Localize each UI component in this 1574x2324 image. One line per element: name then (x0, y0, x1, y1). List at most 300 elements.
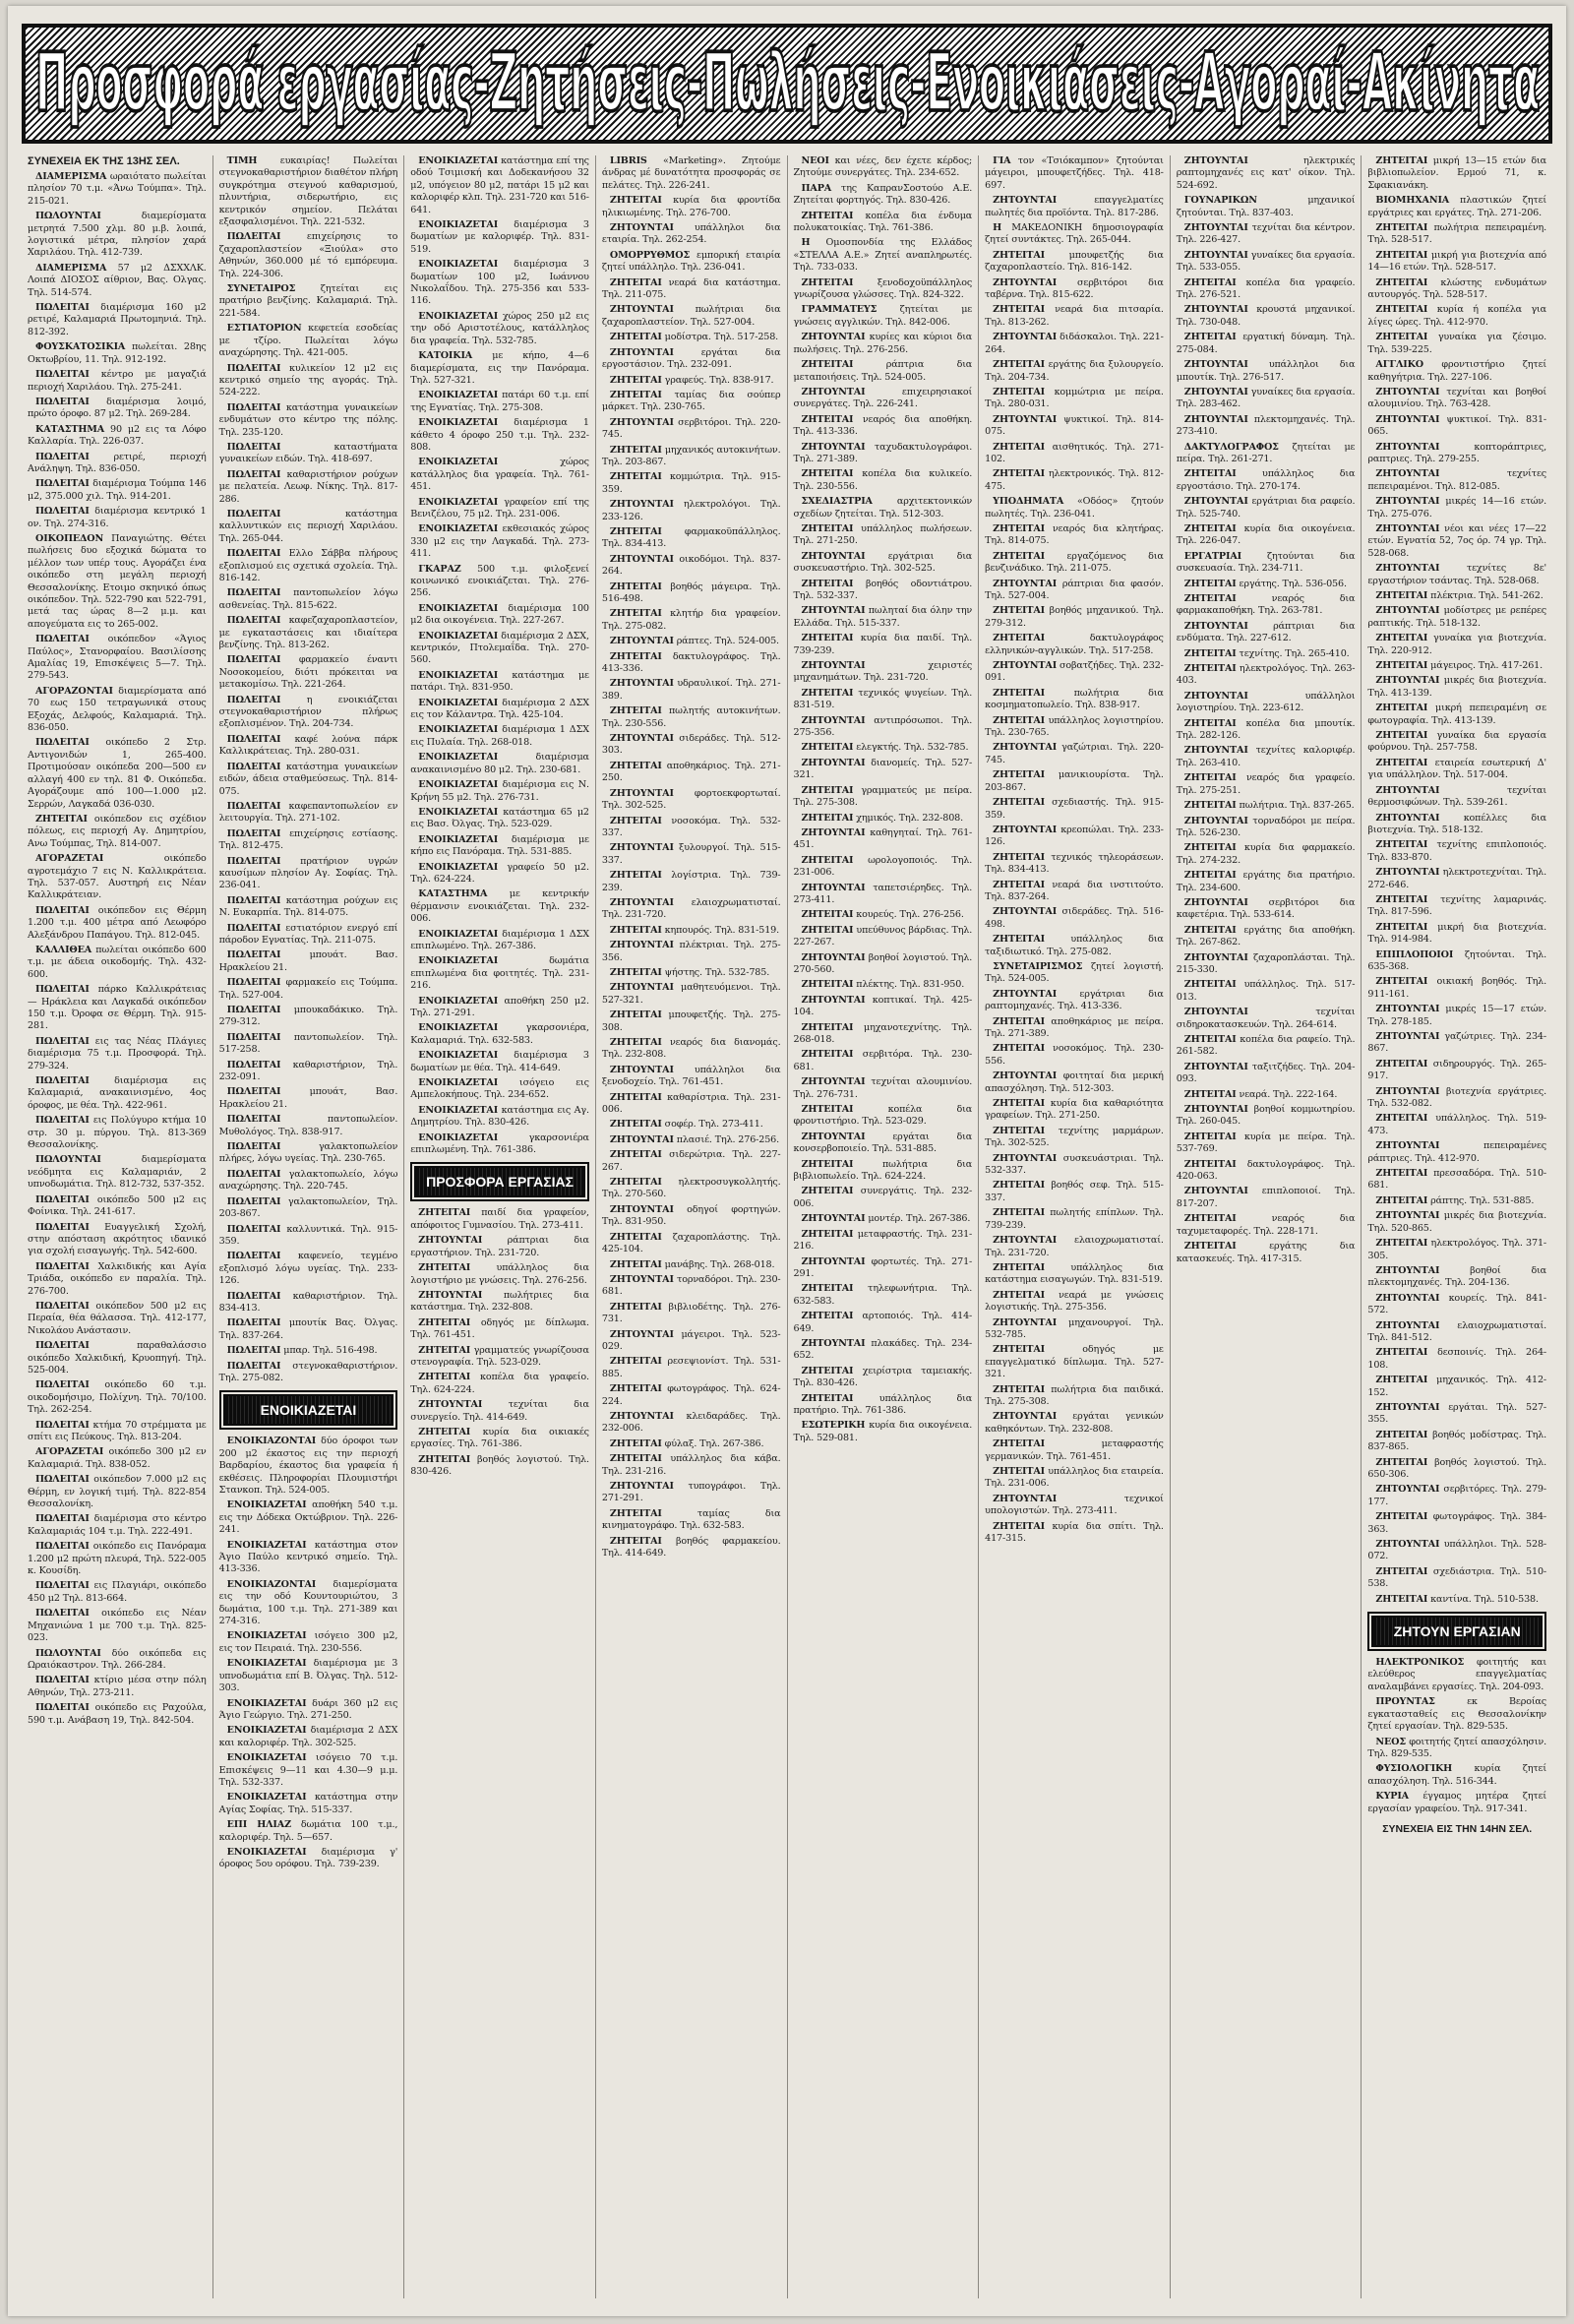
ad-keyword: ΖΗΤΕΙΤΑΙ (418, 1426, 471, 1437)
ad-keyword: ΖΗΤΕΙΤΑΙ (801, 1049, 854, 1061)
ad-text: διαμέρισμα με 3 υπνοδωμάτια επί Β. Όλγας. Τηλ. 512-303. (218, 1658, 398, 1694)
ad-keyword: ΕΝΟΙΚΙΑΖΕΤΑΙ (418, 928, 499, 940)
ad-keyword: ΖΗΤΕΙΤΑΙ (609, 525, 662, 537)
classified-ad (1367, 414, 1546, 439)
classified-ad (219, 1499, 398, 1536)
ad-text: και νέες, δεν έχετε κέρδος; Ζητούμε συνεργάτες. Τηλ. 234-652. (793, 155, 973, 179)
ad-keyword: ΠΩΛΕΙΤΑΙ (35, 1419, 90, 1431)
ad-keyword: ΖΗΤΟΥΝΤΑΙ (801, 332, 866, 343)
classified-ad (1367, 523, 1546, 560)
classified-ad (985, 523, 1164, 548)
classified-ad (602, 499, 781, 523)
classified-ad (794, 925, 973, 949)
ad-keyword: ΖΗΤΟΥΝΤΑΙ (801, 994, 866, 1006)
ad-text: χειριστές μηχανημάτων. Τηλ. 231-720. (793, 660, 973, 684)
ad-keyword: ΖΗΤΕΙΤΑΙ (1375, 633, 1428, 644)
classified-ad (985, 1153, 1164, 1178)
ad-text: κτίριο μέσα στην πόλη Αθηνών, Τηλ. 273-211. (28, 1675, 207, 1698)
ad-keyword: ΕΝΟΙΚΙΑΖΕΤΑΙ (418, 390, 499, 401)
ad-keyword: ΖΗΤΕΙΤΑΙ (993, 522, 1046, 534)
ad-text: φύλαξ. Τηλ. 267-386. (664, 1437, 764, 1449)
ad-keyword: ΖΗΤΕΙΤΑΙ (609, 1301, 662, 1313)
classified-ad (1177, 195, 1356, 219)
ad-text: σερβιτόροι. Τηλ. 220-745. (601, 416, 781, 441)
ad-keyword: ΠΩΛΕΙΤΑΙ (226, 1345, 281, 1357)
classified-ad (28, 1036, 207, 1072)
ad-text: διαμέρισμα 1 κάθετο 4 όροφο 250 τ.μ. Τηλ. 232-808. (410, 417, 589, 453)
ad-keyword: ΦΟΥΣΚΑΤΟΣΙΚΙΑ (35, 341, 126, 353)
classified-ad (410, 350, 589, 387)
ad-keyword: ΖΗΤΕΙΤΑΙ (1375, 1168, 1428, 1180)
classified-columns (22, 155, 1552, 2298)
ad-keyword: ΠΩΛΕΙΤΑΙ (226, 894, 281, 906)
ad-text: τορναδόροι. Τηλ. 230-681. (601, 1273, 781, 1298)
classified-ad (985, 961, 1164, 986)
ad-text: ταμίας δια σούπερ μάρκετ. Τηλ. 230-765. (601, 389, 781, 413)
ad-text: γαλακτοπωλείο, λόγω αναχώρησης. Τηλ. 220-745. (218, 1168, 398, 1193)
ad-text: πωλήτρια πεπειραμένη. Τηλ. 528-517. (1367, 222, 1547, 246)
ad-keyword: ΕΝΟΙΚΙΑΖΕΤΑΙ (418, 955, 499, 967)
column-1 (22, 155, 213, 2298)
ad-text: μπαρ. Τηλ. 516-498. (283, 1345, 378, 1357)
classified-ad (1367, 703, 1546, 727)
ad-keyword: ΖΗΤΟΥΝΤΑΙ (993, 1070, 1058, 1082)
ad-text: δεσποινίς. Τηλ. 264-108. (1367, 1347, 1546, 1371)
ad-keyword: ΕΝΟΙΚΙΑΖΟΝΤΑΙ (226, 1578, 317, 1590)
ad-text: φαρμακείο έναντι Νοσοκομείου, διότι πρόκειται να μετακομίσω. Τηλ. 221-264. (218, 654, 398, 691)
classified-ad (1367, 1511, 1546, 1536)
ad-keyword: ΖΗΤΟΥΝΤΑΙ (1183, 304, 1248, 316)
ad-keyword: ΖΗΤΟΥΝΤΑΙ (418, 1399, 483, 1411)
classified-ad (28, 1194, 207, 1219)
ad-keyword: ΕΝΟΙΚΙΑΖΕΤΑΙ (418, 752, 499, 764)
ad-keyword: ΖΗΤΕΙΤΑΙ (801, 522, 854, 534)
ad-text: εργάτριαι δια ραφείο. Τηλ. 525-740. (1176, 496, 1356, 520)
ad-text: διαμέρισμα κεντρικό 1 ον. Τηλ. 274-316. (28, 506, 207, 529)
classified-ad (219, 1060, 398, 1084)
ad-text: αποθήκη 540 τ.μ. εις την Δόδεκα Οκτώβριον. Τηλ. 226-241. (218, 1499, 398, 1536)
ad-text: εταιρεία εσωτερική Δ' για υπάλληλον. Τηλ. 517-004. (1367, 757, 1546, 781)
ad-text: ηλεκτρικές ραπτομηχανές εις κατ' οίκον. Τηλ. 524-692. (1176, 155, 1356, 191)
classified-ad (410, 1399, 589, 1424)
section-header-job-offers: ΠΡΟΣΦΟΡΑ ΕΡΓΑΣΙΑΣ (414, 1166, 585, 1197)
ad-keyword: ΕΣΤΙΑΤΟΡΙΟΝ (226, 323, 302, 335)
ad-keyword: ΠΩΛΕΙΤΑΙ (226, 949, 281, 961)
ad-keyword: ΕΝΟΙΚΙΑΖΟΝΤΑΙ (226, 1436, 317, 1447)
ad-text: έγγαμος μητέρα ζητεί εργασίαν γραφείου. Τηλ. 917-341. (1367, 1791, 1546, 1814)
classified-ad (602, 471, 781, 496)
ad-text: τεχνίτης επιπλοποιός. Τηλ. 833-870. (1367, 839, 1546, 863)
ad-keyword: ΠΩΛΕΙΤΑΙ (226, 1141, 281, 1153)
ad-text: σχεδιαστής. Τηλ. 915-359. (985, 797, 1164, 821)
ad-keyword: ΖΗΤΕΙΤΑΙ (609, 471, 662, 483)
ad-text: πλαστικών ζητεί εργάτριες και εργάτες. Τηλ. 271-206. (1367, 195, 1546, 218)
classified-ad (602, 925, 781, 937)
ad-text: διαμέρισμα 3 δωματίων με καλοριφέρ. Τηλ. 831-519. (410, 219, 589, 255)
ad-text: ωρολογοποιός. Τηλ. 231-006. (793, 854, 973, 879)
ad-text: σερβιτόροι δια καφετέρια. Τηλ. 533-614. (1176, 896, 1356, 921)
classified-ad (1367, 758, 1546, 782)
ad-text: βοηθός μηχανικού. Τηλ. 279-312. (985, 605, 1164, 629)
classified-ad (1367, 867, 1546, 891)
classified-ad (1367, 949, 1546, 974)
ad-text: διαμέρισμα λοιμό, πρώτο όροφο. 87 μ2. Τηλ. 269-284. (28, 396, 207, 420)
ad-text: ταχυδακτυλογράφοι. Τηλ. 271-389. (793, 441, 973, 464)
ad-text: γυναίκα για βιοτεχνία. Τηλ. 220-912. (1367, 633, 1546, 656)
section-header-job-seekers: ΖΗΤΟΥΝ ΕΡΓΑΣΙΑΝ (1371, 1616, 1543, 1647)
ad-text: πρεσσαδόρα. Τηλ. 510-681. (1367, 1168, 1546, 1192)
classified-ad (1177, 468, 1356, 493)
ad-text: υπάλληλοι δια εταιρία. Τηλ. 262-254. (601, 222, 781, 246)
ad-text: καφενείο, τεγμένο εξοπλισμό λόγω υγείας. Τηλ. 233-126. (218, 1251, 398, 1287)
ad-keyword: ΑΓΓΛΙΚΟ (1375, 359, 1424, 371)
ad-keyword: ΖΗΤΕΙΤΑΙ (609, 1177, 662, 1189)
classified-ad (28, 984, 207, 1033)
classified-ad (985, 1438, 1164, 1463)
ad-text: σιδεράδες. Τηλ. 512-303. (601, 733, 781, 757)
ad-keyword: ΖΗΤΕΙΤΑΙ (1375, 703, 1428, 714)
classified-ad (1177, 1104, 1356, 1129)
ad-keyword: ΕΝΟΙΚΙΑΖΕΤΑΙ (226, 1792, 307, 1804)
classified-ad (410, 603, 589, 628)
classified-ad (985, 1290, 1164, 1315)
classified-ad (794, 742, 973, 754)
ad-text: υπάλληλος δια κατάστημα εισαγωγών. Τηλ. 831-519. (985, 1261, 1164, 1286)
ad-text: πλέκτριαι. Τηλ. 275-356. (601, 940, 781, 963)
classified-ad (985, 1466, 1164, 1491)
classified-ad (985, 1016, 1164, 1041)
ad-keyword: ΠΩΛΕΙΤΑΙ (35, 1580, 90, 1592)
ad-text: κυρίες και κύριοι δια πωλήσεις. Τηλ. 276-256. (793, 332, 973, 355)
classified-ad (410, 631, 589, 667)
ad-keyword: ΖΗΤΟΥΝΤΑΙ (609, 1273, 674, 1285)
ad-keyword: ΖΗΤΕΙΤΑΙ (1375, 1113, 1428, 1125)
ad-keyword: ΖΗΤΕΙΤΑΙ (801, 979, 854, 991)
classified-ad (985, 1180, 1164, 1204)
ad-text: καθαρίστρια. Τηλ. 231-006. (601, 1091, 781, 1116)
ad-keyword: ΠΩΛΕΙΤΑΙ (226, 1317, 281, 1329)
ad-text: υπάλληλοι δια μπουτίκ. Τηλ. 276-517. (1176, 359, 1356, 383)
ad-keyword: ΖΗΤΟΥΝΤΑΙ (1183, 386, 1248, 398)
ad-text: νέοι και νέες 17—22 ετών. Εγνατία 52, 7ος όρ. 74 γρ. Τηλ. 528-068. (1367, 522, 1547, 559)
classified-ad (410, 724, 589, 749)
classified-ad (985, 742, 1164, 766)
classified-ad (28, 1420, 207, 1444)
ad-text: οδηγός με επαγγελματικό δίπλωμα. Τηλ. 527-321. (985, 1344, 1164, 1380)
ad-keyword: ΠΩΛΕΙΤΑΙ (35, 396, 90, 407)
ad-text: χημικός. Τηλ. 232-808. (856, 812, 964, 824)
classified-ad (794, 855, 973, 880)
classified-ad (28, 814, 207, 850)
ad-text: φοιτητής ζητεί απασχόλησιν. Τηλ. 829-535. (1367, 1736, 1546, 1759)
ad-keyword: ΖΗΤΕΙΤΑΙ (609, 650, 662, 662)
ad-keyword: ΖΗΤΟΥΝΤΑΙ (1183, 951, 1248, 963)
ad-text: νεαρά με γνώσεις λογιστικής. Τηλ. 275-356. (985, 1289, 1164, 1314)
ad-text: κεφετεία εσοδείας με τζίρο. Πωλείται λόγω αναχώρησης. Τηλ. 421-005. (218, 323, 398, 359)
ad-keyword: ΖΗΤΟΥΝΤΑΙ (1375, 413, 1440, 425)
classified-ad (219, 1847, 398, 1871)
ad-keyword: ΖΗΤΕΙΤΑΙ (1375, 1429, 1428, 1440)
classified-ad (985, 1411, 1164, 1436)
classified-ad (602, 1149, 781, 1174)
classified-ad (1367, 1031, 1546, 1056)
ad-keyword: ΑΓΟΡΑΖΕΤΑΙ (35, 853, 104, 865)
classified-ad (794, 883, 973, 907)
ad-keyword: ΖΗΤΟΥΝΤΑΙ (609, 1203, 674, 1215)
classified-ad (410, 698, 589, 722)
classified-ad (1177, 925, 1356, 949)
classified-ad (1177, 359, 1356, 384)
ad-text: παντοπωλείον. Μυθολόγος. Τηλ. 838-917. (218, 1114, 398, 1137)
ad-keyword: ΖΗΤΕΙΤΑΙ (1183, 663, 1237, 675)
ad-keyword: ΖΗΤΕΙΤΑΙ (1183, 332, 1237, 343)
ad-text: βοηθός οδοντιάτρου. Τηλ. 532-337. (793, 578, 973, 601)
ad-keyword: ΖΗΤΕΙΤΑΙ (993, 1383, 1046, 1395)
ad-text: γραμματεύς με πείρα. Τηλ. 275-308. (793, 784, 973, 809)
ad-text: φροντιστήριο ζητεί καθηγήτρια. Τηλ. 227-106. (1367, 359, 1546, 383)
ad-keyword: ΠΩΛΕΙΤΑΙ (226, 1005, 281, 1015)
classified-ad (28, 397, 207, 421)
classified-ad (602, 277, 781, 302)
ad-keyword: ΖΗΤΕΙΤΑΙ (801, 1104, 854, 1116)
ad-keyword: ΖΗΤΟΥΝΤΑΙ (1375, 563, 1440, 575)
ad-keyword: ΖΗΤΕΙΤΑΙ (609, 276, 662, 288)
ad-keyword: ΖΗΤΟΥΝΤΑΙ (993, 276, 1058, 288)
classified-ad (602, 678, 781, 703)
classified-ad (28, 1474, 207, 1510)
classified-ad (1177, 1007, 1356, 1031)
ad-text: υπάλληλοι λογιστηρίου. Τηλ. 223-612. (1176, 690, 1356, 714)
ad-text: διανομείς. Τηλ. 527-321. (793, 757, 973, 781)
classified-ad (1177, 1131, 1356, 1156)
ad-keyword: ΠΩΛΕΙΤΑΙ (226, 1195, 281, 1207)
ad-keyword: ΠΩΛΕΙΤΑΙ (226, 441, 281, 453)
classified-ad (602, 390, 781, 414)
classified-ad (1177, 1062, 1356, 1086)
classified-ad (410, 523, 589, 560)
classified-ad (985, 442, 1164, 466)
classified-ad (28, 533, 207, 631)
ad-text: εις τας Νέας Πλάγιες διαμέρισμα 75 τ.μ. Προσφορά. Τηλ. 279-324. (28, 1035, 207, 1071)
ad-keyword: ΖΗΤΟΥΝΤΑΙ (801, 605, 866, 617)
classified-ad (1177, 250, 1356, 275)
ad-text: διαμέρισμα 3 δωματίων 100 μ2, Ιωάννου Νικολαΐδου. Τηλ. 275-356 και 533-116. (410, 259, 589, 307)
ad-text: υπάλληλος. Τηλ. 519-473. (1367, 1113, 1546, 1136)
ad-text: δύο όροφοι των 200 μ2 έκαστος εις την περιοχή Βαρδαρίου, έκαστος δια γραφεία ή εκθέσεις. Πληροφορίαι Πλουμιστήρι Στανκοπ. Τηλ. 524-005. (218, 1436, 398, 1496)
ad-keyword: ΖΗΤΕΙΤΑΙ (1183, 842, 1237, 854)
ad-keyword: ΖΗΤΟΥΝΤΑΙ (1375, 675, 1440, 687)
classified-ad (602, 1065, 781, 1089)
classified-ad (602, 705, 781, 730)
classified-ad (794, 579, 973, 603)
ad-keyword: ΝΕΟΙ (801, 155, 829, 166)
classified-ad (985, 1207, 1164, 1232)
ad-keyword: ΖΗΤΕΙΤΑΙ (1375, 249, 1428, 261)
ad-text: οικόπεδο 2 Στρ. Αντιγονιδών 1, 265-400. Προτιμούσαν οικόπεδα 200—500 εν αλλαγή 400 εν τηλ. 81 Φ. Οικόπεδα. Αγοράζουμε από 100—1.000 μ2. Σερρών, Λαγκαδά 036-030. (28, 737, 207, 810)
ad-keyword: ΕΝΟΙΚΙΑΖΕΤΑΙ (418, 259, 499, 271)
ad-text: εργάτριαι δια συσκευαστήριο. Τηλ. 302-525. (793, 550, 973, 575)
classified-ad (602, 1411, 781, 1436)
classified-ad (985, 934, 1164, 958)
classified-ad (410, 219, 589, 256)
ad-keyword: ΠΩΛΕΙΤΑΙ (35, 451, 90, 462)
ad-keyword: ΖΗΤΟΥΝΤΑΙ (1375, 441, 1440, 453)
ad-text: διαμέρισμα 2 ΔΣΧ εις τον Κάλαντρα. Τηλ. 425-104. (410, 697, 589, 721)
classified-ad (985, 906, 1164, 931)
ad-text: ελαιοχρωματισταί. Τηλ. 841-512. (1367, 1319, 1546, 1343)
ad-text: διαμέρισμα 2 ΔΣΧ, κεντρικόν, Πτολεμαΐδα. Τηλ. 270-560. (410, 630, 589, 666)
ad-keyword: ΕΝΟΙΚΙΑΖΕΤΑΙ (418, 724, 499, 736)
ad-text: κυρία ζητεί απασχόληση. Τηλ. 516-344. (1367, 1763, 1546, 1787)
classified-ad (985, 769, 1164, 794)
classified-ad (602, 651, 781, 676)
classified-ad (985, 496, 1164, 520)
ad-text: μικρή πεπειραμένη σε φωτογραφία. Τηλ. 413-139. (1367, 703, 1547, 726)
ad-text: νεαρός δια ταχυμεταφορές. Τηλ. 228-171. (1176, 1213, 1356, 1237)
classified-ad (1177, 579, 1356, 590)
ad-keyword: ΖΗΤΕΙΤΑΙ (993, 1125, 1046, 1136)
ad-text: μοδίστρα. Τηλ. 517-258. (664, 332, 779, 343)
ad-text: παραθαλάσσιο οικόπεδο Χαλκιδική, Κρυοπηγή. Τηλ. 525-004. (28, 1340, 207, 1376)
classified-ad (1367, 730, 1546, 755)
ad-text: διαμερίσματα νεόδμητα εις Καλαμαριάν, 2 υπνοδωμάτια. Τηλ. 812-732, 537-352. (28, 1154, 207, 1191)
ad-text: μηχανικοί ζητούνται. Τηλ. 837-403. (1176, 195, 1356, 218)
classified-ad (985, 1098, 1164, 1123)
ad-text: πωλήτριαι δια ζαχαροπλαστείον. Τηλ. 527-004. (601, 304, 781, 328)
ad-text: κατάστημα στον Άγιο Παύλο κεντρικό σημείο. Τηλ. 413-336. (218, 1539, 398, 1575)
classified-ad (985, 222, 1164, 247)
classified-ad (602, 761, 781, 785)
classified-ad (410, 752, 589, 776)
classified-ad (794, 1256, 973, 1281)
ad-text: διαμέρισμα 1 ΔΣΧ επιπλωμένο. Τηλ. 267-386. (410, 928, 589, 951)
ad-keyword: ΖΗΤΕΙΤΑΙ (609, 1535, 662, 1547)
classified-ad (1367, 496, 1546, 520)
ad-keyword: ΖΗΤΟΥΝΤΑΙ (1183, 359, 1248, 371)
classified-ad (602, 967, 781, 979)
ad-text: δωμάτια 100 τ.μ., καλοριφέρ. Τηλ. 5—657. (218, 1819, 398, 1843)
ad-keyword: ΠΩΛΕΙΤΑΙ (226, 1059, 281, 1070)
ad-text: αρχιτεκτονικών σχεδίων ζητείται. Τηλ. 512-303. (793, 496, 973, 520)
ad-keyword: ΖΗΤΕΙΤΑΙ (993, 550, 1046, 562)
ad-text: μπουάτ, Βασ. Ηρακλείου 21. (218, 1086, 398, 1110)
ad-text: μοδίστρες με ρεπέρες ραπτικής. Τηλ. 518-132. (1367, 605, 1547, 629)
ad-text: κατάστημα γυναικείων ειδών, άδεια σταθμεύσεως. Τηλ. 814-075. (218, 761, 398, 797)
ad-keyword: ΖΗΤΟΥΝΤΑΙ (1375, 522, 1440, 534)
ad-keyword: ΕΝΟΙΚΙΑΖΕΤΑΙ (226, 1725, 307, 1737)
classified-ad (410, 1262, 589, 1287)
ad-text: πωληταί δια όλην την Ελλάδα. Τηλ. 515-337. (793, 605, 973, 629)
ad-keyword: ΖΗΤΕΙΤΑΙ (1183, 1034, 1237, 1045)
ad-text: ράπτριαι δια εργαστήριον. Τηλ. 231-720. (410, 1235, 589, 1258)
classified-ad (1367, 468, 1546, 493)
ad-keyword: ΣΥΝΕΤΑΙΡΙΣΜΟΣ (993, 960, 1083, 972)
ad-keyword: ΠΩΛΕΙΤΑΙ (35, 1035, 90, 1047)
ad-text: κατάστημα γυναικείων ενδυμάτων στο κέντρο της πόλης. Τηλ. 235-120. (218, 401, 398, 438)
classified-ad (219, 1540, 398, 1576)
classified-ad (985, 1384, 1164, 1409)
column-3 (404, 155, 596, 2298)
ad-keyword: ΠΩΛΕΙΤΑΙ (226, 977, 281, 989)
ad-keyword: ΖΗΤΕΙΤΑΙ (993, 1438, 1046, 1450)
ad-text: η ενοικιάζεται στεγνοκαθαριστήριον πλήρως εξοπλισμένον. Τηλ. 204-734. (218, 694, 398, 730)
classified-ad (410, 779, 589, 804)
ad-keyword: ΖΗΤΕΙΤΑΙ (35, 813, 88, 825)
classified-ad (985, 797, 1164, 822)
ad-text: ζητείται εις πρατήριο βενζίνης. Καλαμαριά. Τηλ. 221-584. (218, 283, 398, 319)
ad-keyword: ΠΩΛΕΙΤΑΙ (35, 1221, 90, 1233)
ad-text: μπουτίκ Βας. Όλγας. Τηλ. 837-264. (218, 1317, 398, 1341)
classified-ad (410, 888, 589, 925)
ad-text: δύο οικόπεδα εις Ωραιόκαστρον. Τηλ. 266-284. (28, 1647, 207, 1671)
ad-text: λογίστρια. Τηλ. 739-239. (601, 870, 781, 893)
classified-ad (602, 982, 781, 1007)
ad-text: ράπτριαι δια ενδύματα. Τηλ. 227-612. (1176, 620, 1356, 644)
classified-ad (985, 414, 1164, 439)
ad-keyword: ΖΗΤΟΥΝΤΑΙ (801, 1213, 866, 1225)
classified-ad (602, 1037, 781, 1062)
ad-text: εκ Βεροίας εγκατασταθείς εις Θεσσαλονίκην ζητεί εργασίαν. Τηλ. 829-535. (1367, 1696, 1546, 1733)
ad-keyword: ΕΝΟΙΚΙΑΖΕΤΑΙ (226, 1630, 307, 1642)
ad-keyword: ΕΝΟΙΚΙΑΖΕΤΑΙ (226, 1752, 307, 1764)
ad-text: πάρκο Καλλικράτειας — Ηράκλεια και Λαγκαδά οικόπεδον 150 τ.μ. Όροφα σε Θέρμη. Τηλ. 915-281. (28, 984, 207, 1032)
ad-keyword: ΕΝΟΙΚΙΑΖΕΤΑΙ (418, 861, 499, 873)
ad-text: κυρία με πείρα. Τηλ. 537-769. (1176, 1131, 1356, 1155)
ad-keyword: ΠΩΛΕΙΤΑΙ (35, 369, 90, 381)
ad-keyword: ΖΗΤΟΥΝΤΑΙ (609, 678, 674, 690)
ad-keyword: ΠΩΛΕΙΤΑΙ (35, 1474, 90, 1486)
ad-text: υπάλληλος λογιστηρίου. Τηλ. 230-765. (985, 714, 1164, 739)
classified-ad (794, 605, 973, 630)
classified-ad (1367, 922, 1546, 947)
classified-ad (985, 1344, 1164, 1380)
ad-text: μανικιουρίστα. Τηλ. 203-867. (985, 769, 1164, 793)
ad-text: γυναίκα δια εργασία φούρνου. Τηλ. 257-758. (1367, 730, 1546, 754)
ad-keyword: ΖΗΤΕΙΤΑΙ (1375, 304, 1428, 316)
classified-ad (219, 654, 398, 691)
ad-text: τεχνίτης μαρμάρων. Τηλ. 302-525. (985, 1125, 1164, 1149)
classified-ad (1367, 1195, 1546, 1207)
ad-keyword: ΕΣΩΤΕΡΙΚΗ (801, 1420, 866, 1432)
ad-keyword: ΖΗΤΕΙΤΑΙ (1183, 647, 1237, 659)
ad-keyword: ΖΗΤΕΙΤΑΙ (801, 909, 854, 921)
ad-keyword: ΠΩΛΕΙΤΑΙ (226, 231, 281, 243)
ad-keyword: ΝΕΟΣ (1375, 1736, 1406, 1747)
ad-keyword: ΠΩΛΕΙΤΑΙ (226, 761, 281, 772)
ad-keyword: ΕΝΟΙΚΙΑΖΕΤΑΙ (418, 1131, 499, 1143)
ad-keyword: ΕΝΟΙΚΙΑΖΕΤΑΙ (418, 310, 499, 322)
classified-ad (1177, 718, 1356, 743)
ad-keyword: ΖΗΤΕΙΤΑΙ (1375, 276, 1428, 288)
classified-ad (28, 1379, 207, 1416)
ad-text: καφέ λούνα πάρκ Καλλικράτειας. Τηλ. 280-031. (218, 733, 398, 758)
classified-ad (794, 496, 973, 520)
ad-keyword: ΖΗΤΕΙΤΑΙ (801, 633, 854, 644)
classified-ad (1177, 523, 1356, 548)
continued-from-label: ΣΥΝΕΧΕΙΑ ΕΚ ΤΗΣ 13ΗΣ ΣΕΛ. (28, 155, 180, 167)
ad-text: νεαρός δια αποθήκη. Τηλ. 413-336. (793, 413, 973, 438)
classified-ad (28, 1446, 207, 1471)
ad-text: κοπέλα δια γραφείο. Τηλ. 624-224. (410, 1372, 589, 1395)
ad-keyword: ΠΩΛΕΙΤΑΙ (35, 1300, 90, 1312)
ad-text: επιχείρησις το ζαχαροπλαστείον «Ξιούλα» στο Αθηνών, 360.000 μέ τό εμπόρευμα. Τηλ. 224-306. (218, 231, 398, 279)
classified-ad (1367, 894, 1546, 919)
ad-text: εργάται δια κονσερβοποιείο. Τηλ. 531-885. (793, 1131, 973, 1155)
classified-ad (28, 853, 207, 902)
masthead-banner (22, 24, 1552, 144)
ad-keyword: ΣΥΝΕΤΑΙΡΟΣ (226, 283, 296, 295)
classified-ad (794, 715, 973, 740)
